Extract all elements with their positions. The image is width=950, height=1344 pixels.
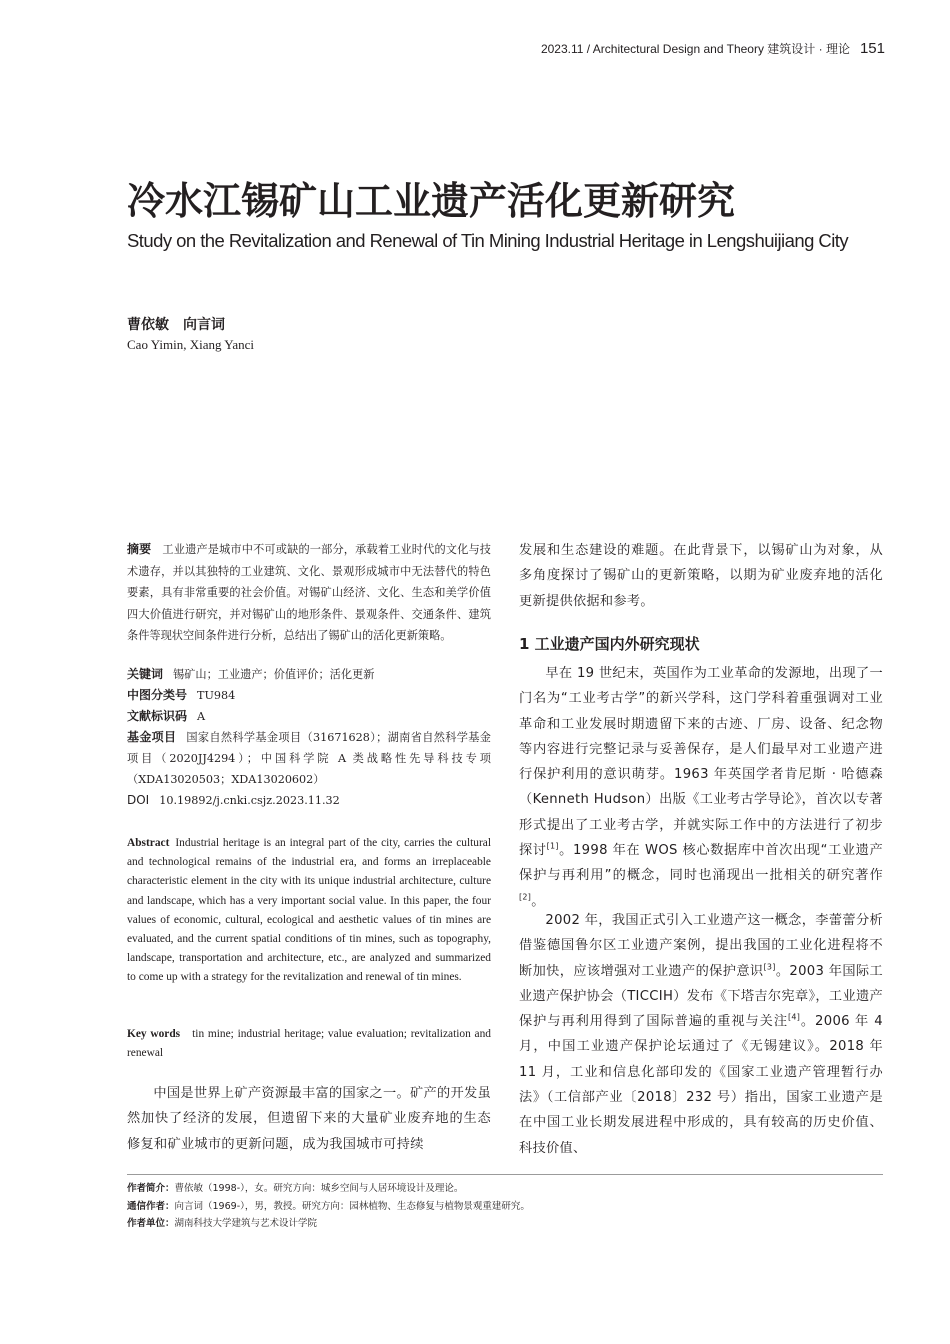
clc-number (127, 685, 491, 706)
footnote-text: 向言词（1969-），男，教授。研究方向：园林植物、生态修复与植物景观重建研究。 (174, 1201, 530, 1212)
citation-2[interactable]: [2] (519, 892, 532, 902)
doc-code-label: 文献标识码 (127, 709, 188, 723)
intro-paragraph-left: 中国是世界上矿产资源最丰富的国家之一。矿产的开发虽然加快了经济的发展，但遗留下来的大量矿业废弃地的生态修复和矿业城市的更新问题，成为我国城市可持续 (127, 1086, 491, 1152)
footnote-affiliation (127, 1217, 317, 1231)
keywords-label: 关键词 (127, 667, 164, 681)
abstract-chinese (127, 539, 491, 647)
running-title: 2023.11 / Architectural Design and Theory 建筑设计 · 理论 (540, 42, 850, 56)
p2-text-a: 2002 年，我国正式引入工业遗产这一概念，李蕾蕾分析借鉴德国鲁尔区工业遗产案例，提出我国的工业化进程将不断加快，应该增强对工业遗产的保护意识 (519, 913, 883, 979)
footnote-label: 作者简介： (127, 1183, 175, 1194)
running-header (540, 40, 885, 60)
page-number: 151 (859, 40, 885, 57)
keywords-text: 锡矿山；工业遗产；价值评价；活化更新 (173, 668, 375, 681)
footnote-text: 湖南科技大学建筑与艺术设计学院 (174, 1218, 318, 1229)
citation-1[interactable]: [1] (546, 841, 559, 851)
keywords-english (127, 1025, 491, 1063)
title-english: Study on the Revitalization and Renewal of Tin Mining Industrial Heritage in Lengshuijiang City (127, 230, 849, 251)
section-paragraph-2 (519, 908, 883, 1161)
fund-project (127, 727, 491, 790)
p2-text-c: 。2006 年 4 月，中国工业遗产保护论坛通过了《无锡建议》。2018 年 11 月，工业和信息化部印发的《国家工业遗产管理暂行办法》（工信部产业〔2018〕232 号）指出，国家工业遗产是在中国工业长期发展进程中形成的，具有较高的历史价值、科技价值、 (519, 1014, 883, 1156)
footnote-author-bio (127, 1182, 463, 1196)
intro-paragraph-right: 发展和生态建设的难题。在此背景下，以锡矿山为对象，从多角度探讨了锡矿山的更新策略，以期为矿业废弃地的活化更新提供依据和参考。 (519, 543, 883, 609)
p1-text-c: 。 (531, 893, 545, 909)
section-heading: 1 工业遗产国内外研究现状 (519, 635, 700, 653)
footnote-text: 曹依敏（1998-），女。研究方向：城乡空间与人居环境设计及理论。 (174, 1183, 464, 1194)
citation-3[interactable]: [3] (763, 962, 776, 972)
title-chinese: 冷水江锡矿山工业遗产活化更新研究 (127, 179, 736, 223)
keywords-chinese (127, 664, 491, 685)
authors-english: Cao Yimin, Xiang Yanci (127, 337, 254, 352)
doc-code-text: A (197, 710, 206, 723)
footnote-divider (127, 1174, 883, 1175)
abstract-en-label: Abstract (127, 837, 170, 849)
fund-label: 基金项目 (127, 730, 177, 744)
section-paragraph-1 (519, 661, 883, 914)
p1-text-b: 。1998 年在 WOS 核心数据库中首次出现“工业遗产保护与再利用”的概念，同时也涌现出一批相关的研究著作 (519, 843, 883, 884)
keywords-en-text: tin mine; industrial heritage; value evaluation; revitalization and renewal (127, 1028, 491, 1060)
abstract-text: 工业遗产是城市中不可或缺的一部分，承载着工业时代的文化与技术遗存，并以其独特的工业建筑、文化、景观形成城市中无法替代的特色要素，具有非常重要的社会价值。对锡矿山经济、文化、生态和美学价值四大价值进行研究，并对锡矿山的地形条件、景观条件、交通条件、建筑条件等现状空间条件进行分析，总结出了锡矿山的活化更新策略。 (127, 543, 491, 643)
footnote-corresponding-author (127, 1200, 530, 1214)
p1-text-a: 早在 19 世纪末，英国作为工业革命的发源地，出现了一门名为“工业考古学”的新兴学科，这门学科着重强调对工业革命和工业发展时期遗留下来的古迹、厂房、设备、纪念物等内容进行完整记录与妥善保存，是人们最早对工业遗产进行保护利用的意识萌芽。1963 年英国学者肯尼斯 · 哈德森（Kenneth Hudson）出版《工业考古学导论》，首次以专著形式提出了工业考古学，并就实际工作中的方法进行了初步探讨 (519, 666, 883, 859)
doi (127, 790, 491, 811)
abstract-en-text: Industrial heritage is an integral part of the city, carries the cultural and technological remains of the industrial era, and forms an irreplaceable characteristic element in the city with its unique industrial architecture, culture and landscape, which has a very important social value. In this paper, the four values of economic, cultural, ecological and aesthetic values of tin mines are evaluated, and the current spatial conditions of tin mines, such as topography, landscape, transportation and architecture, etc., are analyzed and summarized to come up with a strategy for the revitalization and renewal of tin mines. (127, 837, 491, 984)
clc-label: 中图分类号 (127, 688, 188, 702)
footnote-label: 作者单位： (127, 1218, 175, 1229)
authors-chinese: 曹依敏 向言词 (127, 317, 225, 333)
footnote-label: 通信作者： (127, 1201, 175, 1212)
document-code (127, 706, 491, 727)
p2-text-b: 。2003 年国际工业遗产保护协会（TICCIH）发布《下塔吉尔宪章》，工业遗产保护与再利用得到了国际普遍的重视与关注 (519, 963, 883, 1030)
fund-text: 国家自然科学基金项目（31671628）；湖南省自然科学基金项目（2020JJ4294）；中国科学院 A 类战略性先导科技专项（XDA13020503；XDA13020602） (127, 731, 491, 786)
abstract-english (127, 834, 491, 988)
clc-text: TU984 (197, 689, 236, 702)
doi-label: DOI (127, 793, 150, 807)
keywords-en-label: Key words (127, 1028, 181, 1040)
citation-4[interactable]: [4] (788, 1012, 801, 1022)
abstract-label: 摘要 (127, 542, 152, 556)
doi-text[interactable]: 10.19892/j.cnki.csjz.2023.11.32 (159, 794, 340, 807)
